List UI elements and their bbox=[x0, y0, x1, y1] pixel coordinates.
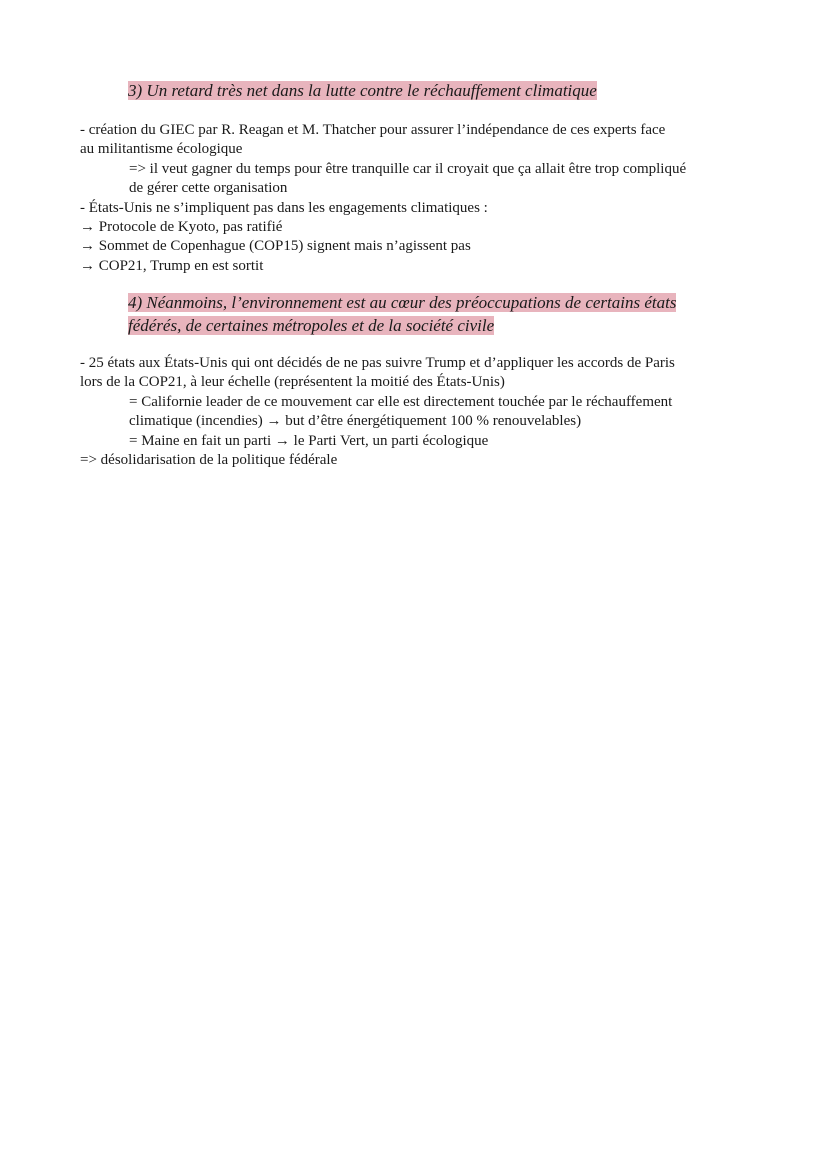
section-3-heading-text: 3) Un retard très net dans la lutte contre le réchauffement climatique bbox=[128, 81, 597, 100]
body-line: => désolidarisation de la politique fédérale bbox=[80, 451, 338, 468]
body-line-indented: => il veut gagner du temps pour être tranquille car il croyait que ça allait être trop compliqué bbox=[129, 160, 687, 177]
section-4-heading bbox=[128, 291, 676, 337]
bullet-arrow-line: → COP21, Trump en est sortit bbox=[80, 257, 264, 274]
body-line-indented: = Californie leader de ce mouvement car elle est directement touchée par le réchauffement bbox=[129, 393, 673, 410]
body-line: - États-Unis ne s’impliquent pas dans les engagements climatiques : bbox=[80, 199, 488, 216]
body-line-indented: = Maine en fait un parti → le Parti Vert, un parti écologique bbox=[129, 432, 489, 449]
body-line-indented: climatique (incendies) → but d’être énergétiquement 100 % renouvelables) bbox=[129, 413, 582, 430]
body-line-indented: de gérer cette organisation bbox=[129, 180, 288, 197]
section-4-heading-line-1: 4) Néanmoins, l’environnement est au cœur des préoccupations de certains états bbox=[128, 293, 677, 312]
body-line: - 25 états aux États-Unis qui ont décidés de ne pas suivre Trump et d’appliquer les accords de Paris bbox=[80, 355, 675, 371]
section-4-heading-line-2: fédérés, de certaines métropoles et de la société civile bbox=[128, 316, 495, 335]
section-4-body bbox=[80, 354, 760, 470]
section-3-body bbox=[80, 121, 760, 276]
body-line: au militantisme écologique bbox=[80, 141, 243, 158]
bullet-arrow-line: → Sommet de Copenhague (COP15) signent mais n’agissent pas bbox=[80, 238, 471, 255]
body-line: lors de la COP21, à leur échelle (représentent la moitié des États-Unis) bbox=[80, 374, 505, 391]
section-3-heading bbox=[128, 79, 597, 102]
body-line: - création du GIEC par R. Reagan et M. Thatcher pour assurer l’indépendance de ces experts face bbox=[80, 122, 666, 138]
bullet-arrow-line: → Protocole de Kyoto, pas ratifié bbox=[80, 218, 283, 235]
